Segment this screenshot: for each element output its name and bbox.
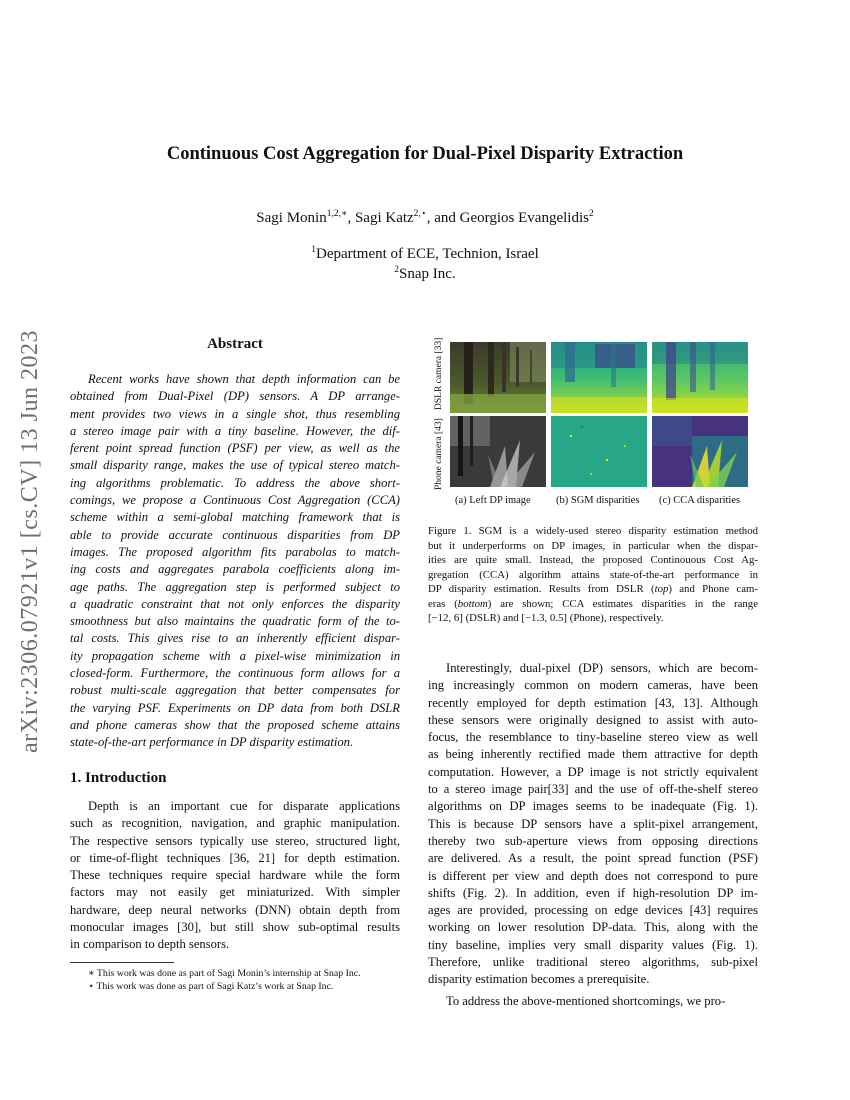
affiliation-text: Snap Inc. (399, 266, 456, 282)
introduction-line: factors may not easily get miniaturized. With simpler (70, 885, 400, 900)
body-line: To address the above-mentioned shortcomings, we pro- (446, 993, 726, 1008)
abstract-line: a quadratic constraint that not only enforces the disparity (70, 596, 400, 611)
arxiv-identifier: arXiv:2306.07921v1 [cs.CV] 13 Jun 2023 (17, 330, 43, 753)
introduction-line: Depth is an important cue for disparate applications (88, 799, 400, 813)
author-name: Georgios Evangelidis (459, 210, 589, 226)
figure-caption-line: [−12, 6] (DSLR) and [−1.3, 0.5] (Phone), respectively. (428, 612, 664, 624)
author-superscript: 1,2,∗ (326, 209, 348, 219)
body-line: recently employed for depth estimation [43, 13]. Although (428, 695, 758, 710)
phone-sgm-disparities (551, 416, 647, 487)
abstract-line: ment provides two views in a single shot, thus resembling (70, 406, 400, 421)
row-label-dslr: DSLR camera [33] (434, 337, 444, 410)
abstract-heading: Abstract (207, 336, 263, 352)
introduction-line: such as recognition, navigation, and graphic manipulation. (70, 816, 400, 831)
body-line: focus, the resemblance to tiny-baseline stereo view as well (428, 730, 758, 745)
author-separator: , and (426, 210, 460, 226)
body-line: This is because DP sensors have a split-pixel arrangement, (428, 816, 758, 831)
abstract-line: smoothness but also maintains the quadratic form of the to- (70, 614, 400, 629)
author-superscript: 2,⋆ (413, 209, 427, 219)
abstract-line: able to provide accurate continuous disparities from DP (70, 527, 400, 542)
footnote: ∗ This work was done as part of Sagi Monin’s internship at Snap Inc. (88, 968, 361, 979)
footnote-divider (70, 962, 174, 963)
abstract-line: small disparity range, makes the use of typical stereo match- (70, 458, 400, 473)
dslr-left-dp-image (450, 342, 546, 413)
body-line: ages are provided, processing on edge devices [43] requires (428, 903, 758, 918)
footnotes (70, 967, 400, 993)
body-line: these sensors were originally designed to assist with auto- (428, 712, 758, 727)
abstract-line: age paths. The aggregation step is performed subject to (70, 579, 400, 594)
row-label-phone: Phone camera [43] (434, 418, 444, 490)
figure-1 (432, 337, 752, 495)
abstract-line: Recent works have shown that depth information can be (88, 372, 400, 386)
abstract-line: robust multi-scale aggregation that better compensates for (70, 683, 400, 698)
abstract-line: state-of-the-art performance in DP disparity estimation. (70, 735, 354, 750)
body-line: ing increasingly common on modern cameras, have been (428, 678, 758, 693)
figure-caption-line: DP disparity estimation. Results from DSLR (top) and Phone cam- (428, 583, 758, 595)
author-separator: , (347, 210, 355, 226)
affiliation-text: Department of ECE, Technion, Israel (315, 246, 539, 262)
abstract-line: scheme within a semi-global matching framework that is (70, 510, 400, 525)
abstract-line: ity propagation scheme with a pixel-wise minimization in (70, 648, 400, 663)
abstract-line: closed-form. Furthermore, the continuous form allows for a (70, 666, 400, 681)
body-line: computation. However, a DP image is not strictly equivalent (428, 764, 758, 779)
dslr-cca-disparities (652, 342, 748, 413)
abstract-body (70, 371, 400, 752)
footnote: ⋆ This work was done as part of Sagi Katz’s work at Snap Inc. (88, 981, 334, 992)
body-line: tiny baseline, implies very small disparity values (Fig. 1). (428, 937, 758, 952)
abstract-line: tal costs. This gives rise to an inherently efficient dispar- (70, 631, 400, 646)
body-line: Therefore, unlike traditional stereo algorithms, sub-pixel (428, 955, 758, 970)
author-name: Sagi Katz (354, 210, 414, 226)
abstract-line: ing costs and aggregates parabola coefficients along im- (70, 562, 400, 577)
abstract-line: comings, we propose a Continuous Cost Aggregation (CCA) (70, 493, 400, 508)
abstract-line: the varying PSF. Experiments on DP data from both DSLR (70, 700, 400, 715)
dslr-sgm-disparities (551, 342, 647, 413)
phone-cca-disparities (652, 416, 748, 487)
abstract-line: a stereo image pair with a tiny baseline. However, the dif- (70, 423, 400, 438)
abstract-line: images. The proposed algorithm fits parabolas to match- (70, 544, 400, 559)
phone-left-dp-image (450, 416, 546, 487)
body-line: shifts (Fig. 2). In addition, even if high-resolution DP im- (428, 885, 758, 900)
body-line: Interestingly, dual-pixel (DP) sensors, which are becom- (446, 661, 758, 675)
introduction-line: or time-of-flight techniques [36, 21] for depth estimation. (70, 850, 400, 865)
body-line: as being inherently rectified made them attractive for depth (428, 747, 758, 762)
affiliation (0, 266, 850, 283)
paper-title: Continuous Cost Aggregation for Dual-Pixel Disparity Extraction (166, 144, 684, 164)
figure-caption-line: Figure 1. SGM is a widely-used stereo disparity estimation method (428, 525, 758, 537)
figure-caption-line: but it underperforms on DP images, in particular when the dispar- (428, 539, 758, 552)
section-heading-introduction: 1. Introduction (70, 770, 167, 786)
body-line: to a stereo image pair[33] and the use of off-the-shelf stereo (428, 782, 758, 797)
affiliation-superscript: 1 (311, 245, 316, 255)
author-superscript: 2 (588, 209, 594, 219)
affiliation-superscript: 2 (394, 265, 400, 275)
introduction-body (70, 798, 400, 954)
introduction-line: hardware, deep neural networks (DNN) obtain depth from (70, 902, 400, 917)
figure-caption-line: gregation (CCA) algorithm attains state-of-the-art performance in (428, 568, 758, 581)
figure-caption-line: ities are quite small. Instead, the proposed Continouous Cost Ag- (428, 554, 758, 566)
abstract-line: and phone cameras show that the proposed scheme attains (70, 717, 400, 732)
introduction-line: The respective sensors typically use stereo, structured light, (70, 833, 400, 848)
figure-caption-line: eras (bottom) are shown; CCA estimates disparities in the range (428, 597, 758, 610)
body-line: thereby two sub-aperture views from opposing directions (428, 833, 758, 848)
body-line: are delivered. As a result, the point spread function (PSF) (428, 851, 758, 866)
body-line: disparity estimation becomes a prerequisite. (428, 972, 650, 987)
introduction-line: in comparison to depth sensors. (70, 937, 230, 952)
abstract-line: obtained from Dual-Pixel (DP) sensors. A DP arrange- (70, 389, 400, 404)
body-line: is different per view and depth does not correspond to pure (428, 868, 758, 883)
subcaption-c: (c) CCA disparities (659, 495, 741, 506)
introduction-line: monocular images [30], but still show sub-optimal results (70, 920, 400, 935)
figure-caption (428, 524, 758, 626)
affiliation (0, 246, 850, 263)
subcaption-b: (b) SGM disparities (556, 495, 640, 506)
subcaption-a: (a) Left DP image (455, 495, 531, 506)
right-column-body (428, 660, 758, 1010)
body-line: algorithms on DP images seems to be inadequate (Fig. 1). (428, 799, 758, 814)
body-line: working on lower resolution DP-data. This, along with the (428, 920, 758, 935)
author-name: Sagi Monin (256, 210, 327, 226)
abstract-line: ing algorithms problematic. To address the above short- (70, 475, 400, 490)
abstract-line: ferent point spread function (PSF) per view, as well as the (70, 441, 400, 456)
introduction-line: These techniques require special hardware while the form (70, 868, 400, 883)
author-list (0, 210, 850, 227)
